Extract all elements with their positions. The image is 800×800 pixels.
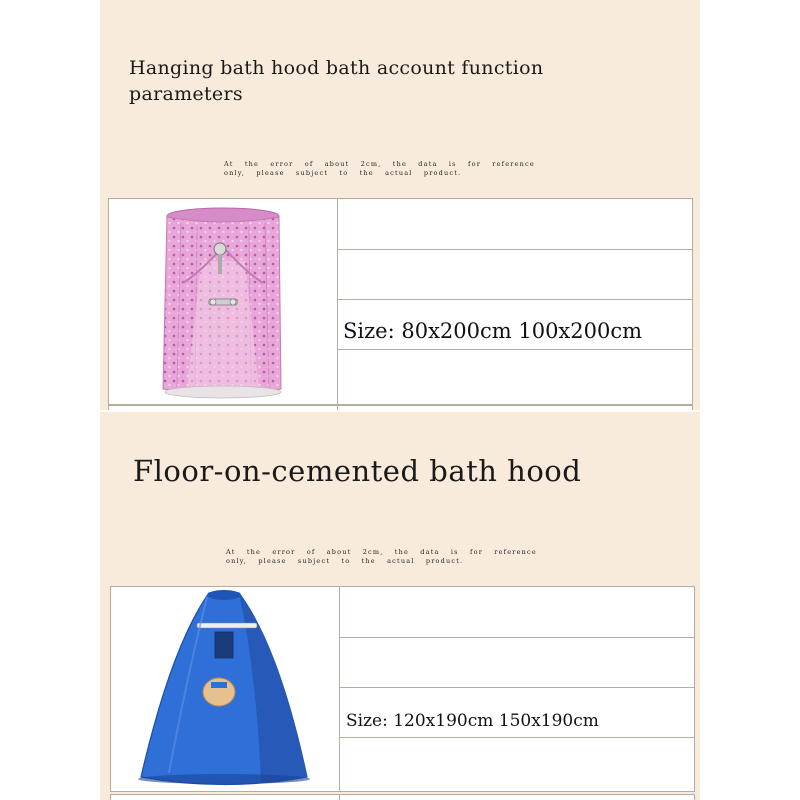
section-floor-bath-hood: [100, 412, 700, 800]
spec-table: [110, 586, 695, 792]
disclaimer-note: At the error of about 2cm, the data is for reference only, please subject to the actual product.: [226, 548, 537, 565]
spec-row: [340, 638, 694, 688]
section-title: Hanging bath hood bath account function parameters: [129, 57, 544, 105]
table-next-row: [110, 794, 695, 800]
size-label: Size: 120x190cm 150x190cm: [346, 711, 599, 731]
product-photo-cell: [111, 587, 340, 791]
spec-table: [108, 198, 693, 405]
spec-rows: [340, 587, 694, 791]
blue-popup-shower-tent-image: [111, 587, 339, 791]
section-title: Floor-on-cemented bath hood: [133, 454, 582, 488]
section-hanging-bath-hood: [100, 0, 700, 410]
spec-row: [338, 199, 692, 250]
pink-hanging-shower-curtain-image: [109, 199, 337, 404]
product-photo-cell: [109, 199, 338, 404]
spec-rows: [338, 199, 692, 404]
disclaimer-note: At the error of about 2cm, the data is for reference only, please subject to the actual product.: [224, 160, 535, 177]
size-label: Size: 80x200cm 100x200cm: [343, 319, 643, 343]
spec-row: [338, 250, 692, 300]
spec-row: [340, 688, 694, 738]
spec-row: [340, 587, 694, 638]
table-next-row: [108, 405, 693, 410]
spec-row: [338, 300, 692, 350]
